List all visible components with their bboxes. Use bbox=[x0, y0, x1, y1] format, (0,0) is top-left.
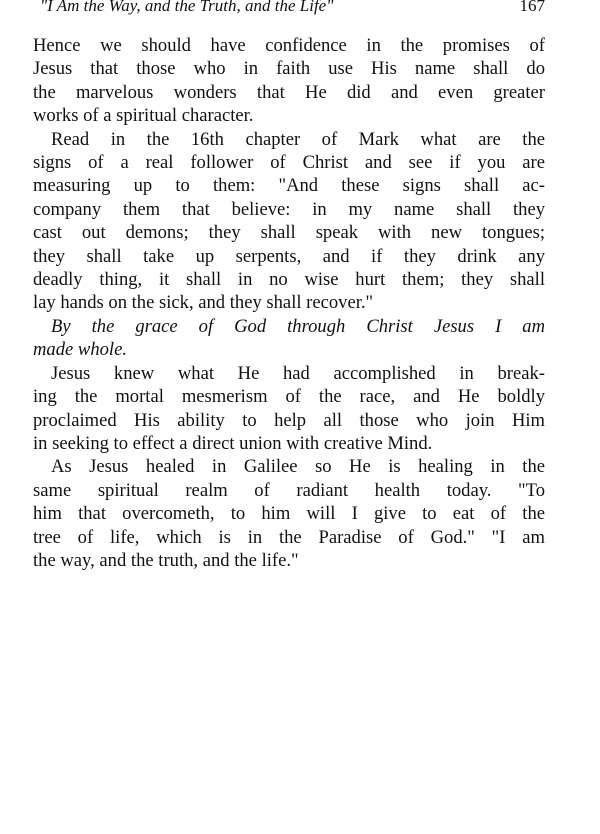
running-title: "I Am the Way, and the Truth, and the Life" bbox=[40, 0, 334, 15]
text-line: proclaimed His ability to help all those who join Him bbox=[33, 409, 545, 431]
text-line: the marvelous wonders that He did and even greater bbox=[33, 81, 545, 103]
page-header bbox=[40, 0, 545, 18]
text-line: him that overcometh, to him will I give to eat of the bbox=[33, 503, 545, 525]
text-line: Jesus that those who in faith use His name shall do bbox=[33, 58, 545, 80]
text-line: signs of a real follower of Christ and see if you are bbox=[33, 152, 545, 174]
text-line: same spiritual realm of radiant health today. "To bbox=[33, 479, 545, 501]
text-line: in seeking to effect a direct union with creative Mind. bbox=[33, 432, 433, 454]
text-line: measuring up to them: "And these signs shall ac- bbox=[33, 175, 545, 197]
text-line: Hence we should have confidence in the promises of bbox=[33, 35, 545, 56]
text-line: works of a spiritual character. bbox=[33, 105, 254, 127]
page-body bbox=[33, 34, 545, 572]
text-line: As Jesus healed in Galilee so He is healing in the bbox=[51, 456, 545, 478]
text-line: company them that believe: in my name shall they bbox=[33, 198, 545, 220]
affirmation-line: By the grace of God through Christ Jesus I am bbox=[51, 315, 545, 337]
text-line: deadly thing, it shall in no wise hurt them; they shall bbox=[33, 269, 545, 291]
text-line: tree of life, which is in the Paradise of God." "I am bbox=[33, 526, 545, 548]
text-line: cast out demons; they shall speak with new tongues; bbox=[33, 222, 545, 244]
text-line: Read in the 16th chapter of Mark what are the bbox=[51, 128, 545, 150]
text-line: they shall take up serpents, and if they drink any bbox=[33, 245, 545, 267]
text-line: the way, and the truth, and the life." bbox=[33, 549, 299, 571]
text-line: lay hands on the sick, and they shall recover." bbox=[33, 292, 374, 314]
page-number: 167 bbox=[519, 0, 545, 15]
text-line: ing the mortal mesmerism of the race, and He boldly bbox=[33, 386, 545, 408]
affirmation-line: made whole. bbox=[33, 339, 127, 361]
text-line: Jesus knew what He had accomplished in break- bbox=[51, 362, 545, 384]
